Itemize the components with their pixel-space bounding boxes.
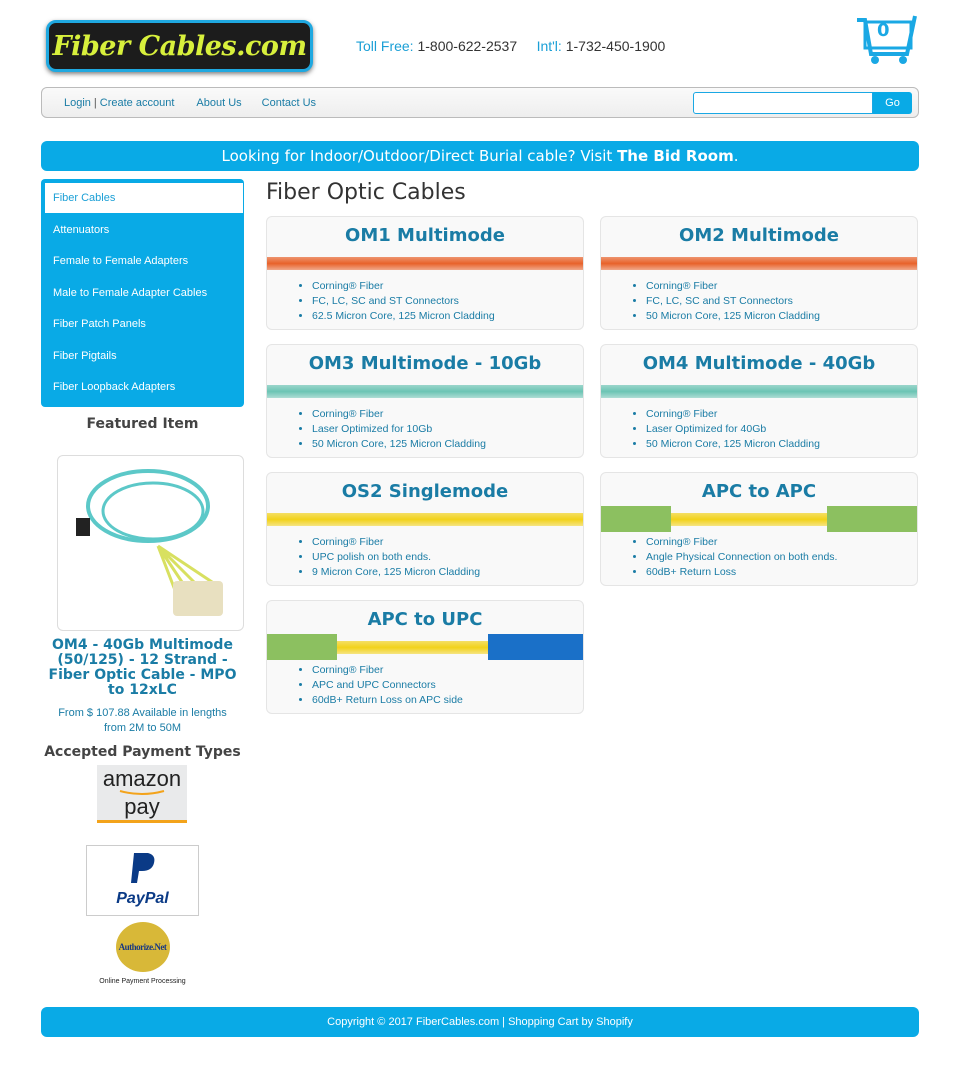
cable-band	[267, 513, 583, 526]
footer: Copyright © 2017 FiberCables.com | Shopping Cart by Shopify	[41, 1007, 919, 1037]
card-bullet: • Corning® Fiber	[312, 535, 480, 550]
card-bullet: • Corning® Fiber	[646, 407, 820, 422]
sidebar-item-loopback[interactable]: Fiber Loopback Adapters	[53, 381, 176, 393]
featured-product-image[interactable]	[57, 455, 244, 631]
sidebar-item-male-female-cables[interactable]: Male to Female Adapter Cables	[53, 287, 208, 299]
payments-heading: Accepted Payment Types	[44, 744, 241, 760]
paypal-logo: PayPal	[86, 845, 199, 916]
apc-connector-icon	[601, 506, 671, 532]
sidebar-item-patch-panels[interactable]: Fiber Patch Panels	[53, 318, 146, 330]
product-card[interactable]	[266, 472, 584, 586]
card-bullet: • 50 Micron Core, 125 Micron Cladding	[646, 309, 820, 324]
bid-room-link[interactable]: The Bid Room	[617, 147, 734, 165]
card-title[interactable]: APC to APC	[701, 481, 817, 502]
card-title[interactable]: OM1 Multimode	[345, 225, 505, 246]
featured-product-title[interactable]: OM4 - 40Gb Multimode (50/125) - 12 Strand - Fiber Optic Cable - MPO to 12xLC	[48, 637, 237, 698]
search-go-button[interactable]: Go	[873, 92, 912, 114]
card-bullet: • 50 Micron Core, 125 Micron Cladding	[312, 437, 486, 452]
contact-link[interactable]: Contact Us	[261, 97, 317, 109]
nav-links	[64, 97, 316, 110]
product-card[interactable]	[266, 600, 584, 714]
promo-banner: Looking for Indoor/Outdoor/Direct Burial cable? Visit The Bid Room.	[41, 141, 919, 171]
apc-connector-icon	[827, 506, 917, 532]
cable-band	[267, 385, 583, 398]
cable-band	[601, 385, 917, 398]
cable-band	[601, 257, 917, 270]
sidebar-item-pigtails[interactable]: Fiber Pigtails	[53, 350, 117, 362]
product-card[interactable]	[600, 472, 918, 586]
sidebar-menu	[41, 179, 244, 407]
featured-product-price: From $ 107.88 Available in lengths from 2M to 50M	[58, 707, 227, 734]
card-bullet: • Laser Optimized for 10Gb	[312, 422, 486, 437]
product-card[interactable]	[600, 344, 918, 458]
card-bullet: • Corning® Fiber	[646, 279, 820, 294]
create-account-link[interactable]: Create account	[99, 97, 175, 109]
card-bullet: • Corning® Fiber	[646, 535, 837, 550]
card-bullet: • 62.5 Micron Core, 125 Micron Cladding	[312, 309, 495, 324]
card-bullet: • FC, LC, SC and ST Connectors	[646, 294, 820, 309]
card-bullet: • 60dB+ Return Loss	[646, 565, 837, 580]
amazon-pay-logo: amazon pay	[97, 765, 187, 823]
sidebar-item-attenuators[interactable]: Attenuators	[53, 224, 110, 236]
card-title[interactable]: OM3 Multimode - 10Gb	[308, 353, 542, 374]
card-title[interactable]: OM4 Multimode - 40Gb	[642, 353, 876, 374]
product-card[interactable]	[266, 344, 584, 458]
card-title[interactable]: OM2 Multimode	[679, 225, 839, 246]
card-bullet: • 50 Micron Core, 125 Micron Cladding	[646, 437, 820, 452]
featured-info	[41, 638, 244, 761]
phone-numbers: Toll Free: 1-800-622-2537 Int'l: 1-732-450-1900	[356, 38, 666, 54]
card-bullet: • 9 Micron Core, 125 Micron Cladding	[312, 565, 480, 580]
card-bullet: • UPC polish on both ends.	[312, 550, 480, 565]
about-link[interactable]: About Us	[196, 97, 242, 109]
featured-heading: Featured Item	[86, 416, 199, 432]
product-card[interactable]	[266, 216, 584, 330]
card-bullet: • Laser Optimized for 40Gb	[646, 422, 820, 437]
nav-separator: |	[93, 97, 97, 109]
cart-button[interactable]	[855, 14, 919, 66]
card-bullet: • FC, LC, SC and ST Connectors	[312, 294, 495, 309]
card-bullet: • Angle Physical Connection on both ends.	[646, 550, 837, 565]
sidebar-item-fiber-cables[interactable]: Fiber Cables	[45, 183, 243, 213]
card-bullet: • Corning® Fiber	[312, 279, 495, 294]
apc-connector-icon	[267, 634, 337, 660]
cable-band	[267, 257, 583, 270]
cable-image	[58, 456, 243, 630]
sidebar-item-female-adapters[interactable]: Female to Female Adapters	[53, 255, 189, 267]
card-bullet: • APC and UPC Connectors	[312, 678, 463, 693]
page-title: Fiber Optic Cables	[266, 180, 466, 205]
paypal-p-icon	[128, 851, 158, 885]
site-logo[interactable]: Fiber Cables.com	[46, 20, 313, 72]
card-bullet: • 60dB+ Return Loss on APC side	[312, 693, 463, 708]
product-card[interactable]	[600, 216, 918, 330]
card-bullet: • Corning® Fiber	[312, 407, 486, 422]
upc-connector-icon	[488, 634, 583, 660]
navbar	[41, 87, 919, 118]
card-title[interactable]: APC to UPC	[367, 609, 483, 630]
card-title[interactable]: OS2 Singlemode	[341, 481, 509, 502]
authorize-net-seal[interactable]: Authorize.Net Online Payment Processing	[80, 922, 205, 986]
card-bullet: • Corning® Fiber	[312, 663, 463, 678]
login-link[interactable]: Login	[64, 97, 91, 109]
cart-count: 0	[877, 20, 890, 41]
search-input[interactable]	[693, 92, 873, 114]
